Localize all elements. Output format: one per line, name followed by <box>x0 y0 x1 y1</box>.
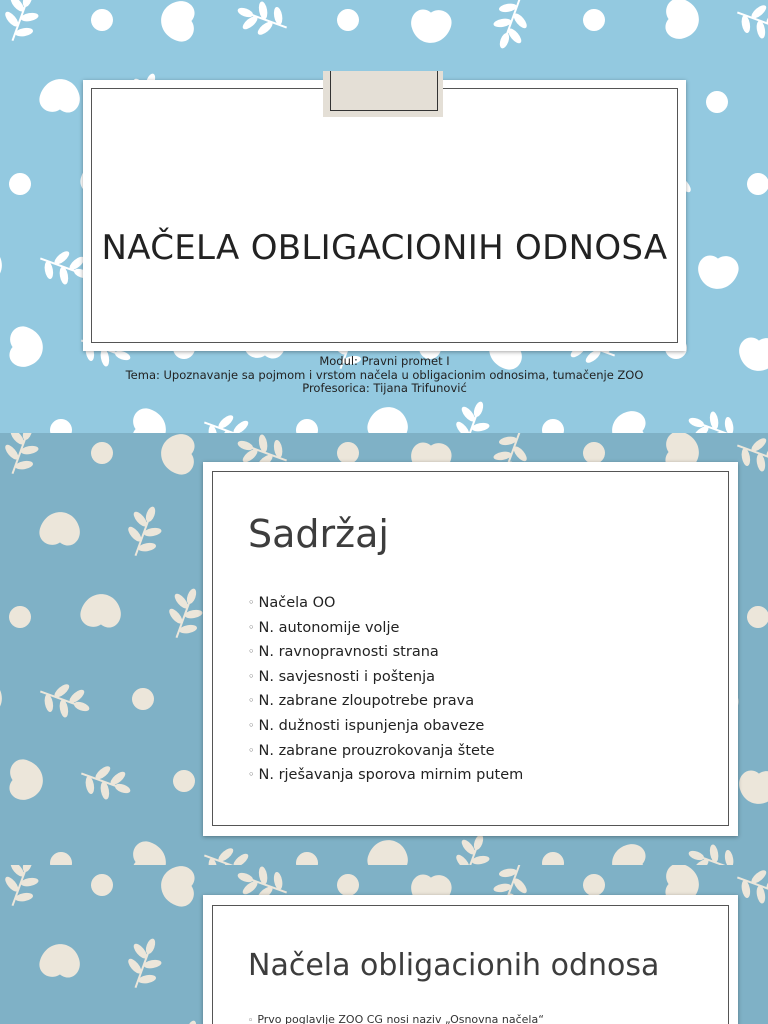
bullet-icon: ◦ <box>248 694 255 708</box>
subtitle-modul: Modul: Pravni promet I <box>319 354 450 368</box>
contents-list-item <box>248 714 523 739</box>
slide-contents <box>0 433 768 865</box>
contents-list-item-text: N. dužnosti ispunjenja obaveze <box>258 717 485 734</box>
contents-list-item-text: N. autonomije volje <box>258 619 400 636</box>
bullet-icon: ◦ <box>248 718 255 732</box>
contents-list-item <box>248 739 523 764</box>
contents-heading: Sadržaj <box>248 512 389 556</box>
contents-list-item-text: N. ravnopravnosti strana <box>258 644 439 661</box>
contents-card <box>203 462 738 836</box>
contents-list-item-text: N. savjesnosti i poštenja <box>258 668 436 685</box>
contents-list-item <box>248 665 523 690</box>
title-card-frame <box>91 88 678 343</box>
contents-list-item <box>248 763 523 788</box>
subtitle-block <box>103 355 666 396</box>
bullet-icon: ◦ <box>248 768 255 782</box>
subtitle-profesorica: Profesorica: Tijana Trifunović <box>302 381 467 395</box>
slide-title <box>0 0 768 433</box>
principles-first-item-text: Prvo poglavlje ZOO CG nosi naziv „Osnovna načela“ <box>257 1013 544 1024</box>
contents-list-item-text: Načela OO <box>258 595 336 611</box>
principles-first-item <box>248 1013 544 1024</box>
contents-list <box>248 591 523 788</box>
contents-list-item-text: N. zabrane zloupotrebe prava <box>258 693 475 710</box>
contents-list-item <box>248 616 523 641</box>
bullet-icon: ◦ <box>248 596 255 609</box>
bullet-icon: ◦ <box>248 743 255 757</box>
bullet-icon: ◦ <box>248 620 255 634</box>
contents-list-item <box>248 640 523 665</box>
slide-title-text: NAČELA OBLIGACIONIH ODNOSA <box>101 228 668 268</box>
bullet-icon: ◦ <box>248 669 255 683</box>
title-card <box>83 80 686 395</box>
bullet-icon: ◦ <box>248 1016 254 1024</box>
subtitle-tema: Tema: Upoznavanje sa pojmom i vrstom načela u obligacionim odnosima, tumačenje ZOO <box>125 367 644 382</box>
contents-list-item-text: N. zabrane prouzrokovanja štete <box>258 742 495 759</box>
card-tab <box>323 71 443 117</box>
principles-card <box>203 895 738 1024</box>
contents-list-item <box>248 591 523 616</box>
contents-list-item <box>248 689 523 714</box>
bullet-icon: ◦ <box>248 645 255 659</box>
slide-principles <box>0 865 768 1024</box>
principles-heading: Načela obligacionih odnosa <box>248 948 660 983</box>
contents-list-item-text: N. rješavanja sporova mirnim putem <box>258 767 524 784</box>
